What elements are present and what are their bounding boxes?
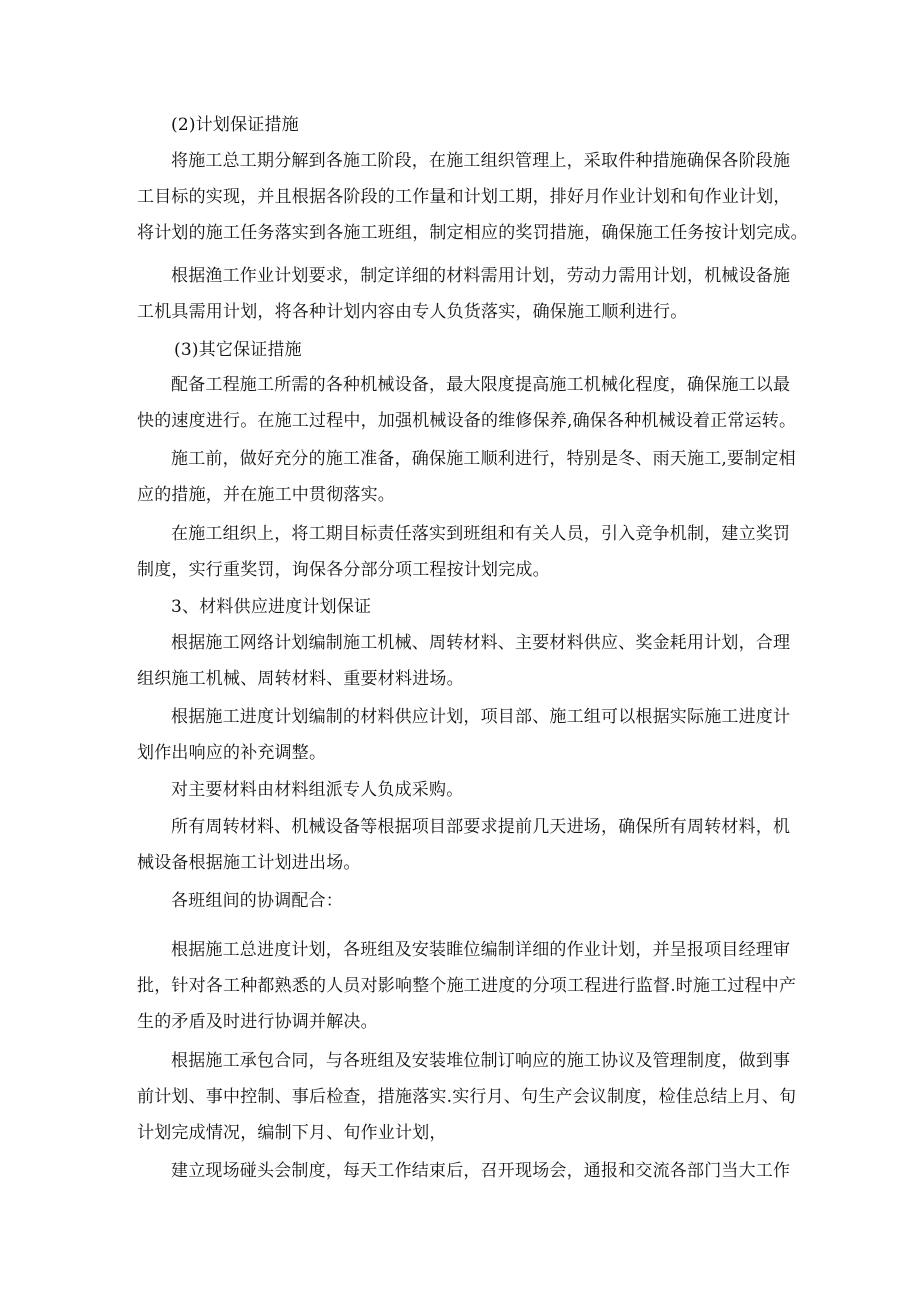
paragraph-line: 施工前，做好充分的施工准备，确保施工顺利进行，特别是冬、雨天施工,要制定相 [171,449,796,469]
paragraph-line: 工机具需用计划，将各种计划内容由专人负货落实，确保施工顺利进行。 [137,302,688,322]
paragraph-line: 根据施工网络计划编制施工机械、周转材料、主要材料供应、奖金耗用计划，合理 [171,633,791,653]
paragraph-line: 快的速度进行。在施工过程中，加强机械设备的维修保养,确保各种机械设着正常运转。 [137,411,797,431]
paragraph-line: 批，针对各工种都熟悉的人员对影响整个施工进度的分项工程进行监督.时施工过程中产 [137,976,797,996]
paragraph-line: 应的措施，并在施工中贯彻落实。 [137,485,395,505]
paragraph-line: 根据渔工作业计划要求，制定详细的材料需用计划，劳动力需用计划，机械设备施 [171,266,791,286]
paragraph-line: 根据施工进度计划编制的材料供应计划，项目部、施工组可以根据实际施工进度计 [171,707,791,727]
paragraph-line: 组织施工机械、周转材料、重要材料进场。 [137,669,464,689]
paragraph-line: 生的矛盾及时进行协调并解决。 [137,1012,378,1032]
paragraph-line: 根据施工总进度计划，各班组及安装睢位编制详细的作业计划，并呈报项目经理审 [171,940,791,960]
paragraph-line: 划作出响应的补充调整。 [137,743,327,763]
paragraph-line: 配备工程施工所需的各种机械设备，最大限度提高施工机械化程度，确保施工以最 [171,375,791,395]
section-heading: (3)其它保证措施 [174,340,302,360]
paragraph-line: 械设备根据施工计划进出场。 [137,853,361,873]
paragraph-line: 对主要材料由材料组派专人负成采购。 [171,780,464,800]
section-heading: (2)计划保证措施 [171,115,299,135]
paragraph-line: 前计划、事中控制、事后检查，措施落实.实行月、句生产会议制度，检佳总结上月、旬 [137,1087,797,1107]
paragraph-line: 工目标的实现，并且根据各阶段的工作量和计划工期，排好月作业计划和旬作业计划， [137,187,791,207]
paragraph-line: 所有周转材料、机械设备等根据项目部要求提前几天进场，确保所有周转材料，机 [171,817,791,837]
paragraph-line: 在施工组织上，将工期目标责任落实到班组和有关人员，引入竞争机制，建立奖罚 [171,524,791,544]
paragraph-line: 制度，实行重奖罚，询保各分部分项工程按计划完成。 [137,560,550,580]
paragraph-line: 将计划的施工任务落实到各施工班组，制定相应的奖罚措施，确保施工任务按计划完成。 [137,223,808,243]
paragraph-line: 计划完成情况，编制下月、旬作业计划， [137,1123,447,1143]
section-heading: 3、材料供应进度计划保证 [171,597,372,617]
paragraph-line: 根据施工承包合同，与各班组及安装堆位制订响应的施工协议及管理制度，做到事 [171,1051,791,1071]
section-heading: 各班组间的协调配合： [171,891,343,911]
paragraph-line: 建立现场碰头会制度，每天工作结束后，召开现场会，通报和交流各部门当大工作 [171,1161,791,1181]
paragraph-line: 将施工总工期分解到各施工阶段，在施工组织管理上，采取件种措施确保各阶段施 [171,151,791,171]
